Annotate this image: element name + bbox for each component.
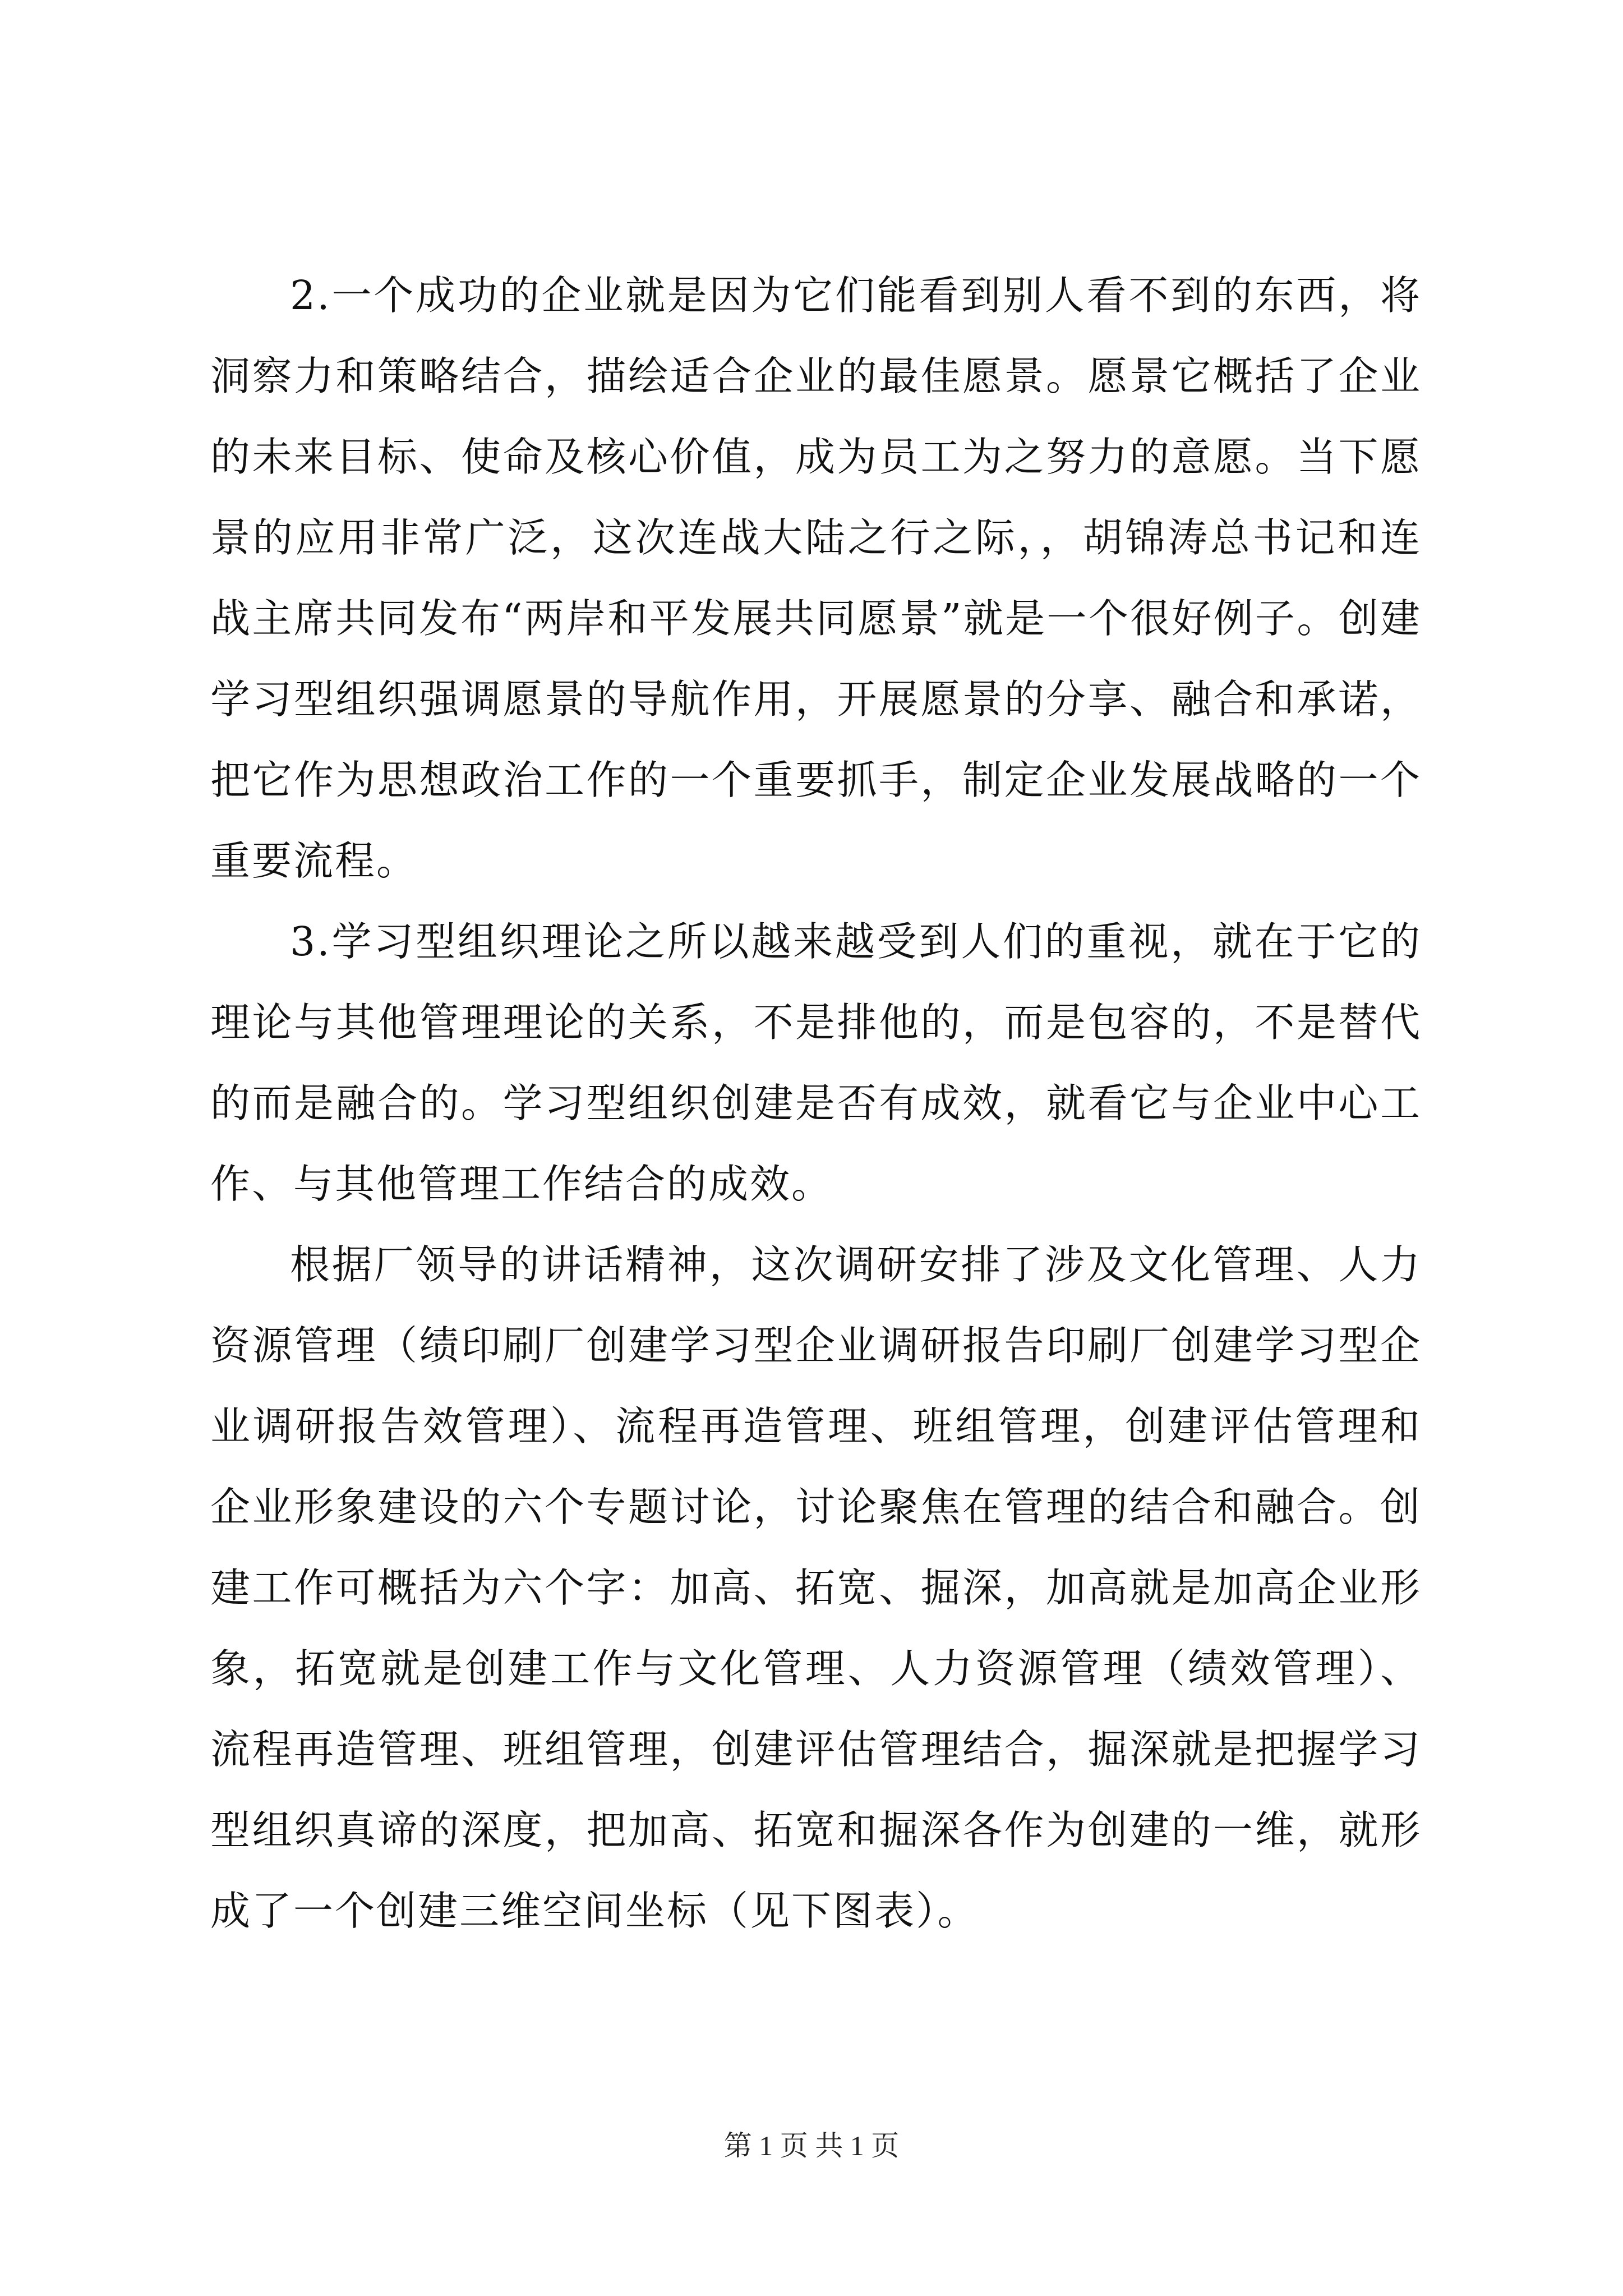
paragraph-vision: 2.一个成功的企业就是因为它们能看到别人看不到的东西，将洞察力和策略结合，描绘适合企业的最佳愿景。愿景它概括了企业的未来目标、使命及核心价值，成为员工为之努力的意愿。当下愿景的应用非常广泛，这次连战大陆之行之际，，胡锦涛总书记和连战主席共同发布“两岸和平发展共同愿景”就是一个很好例子。创建学习型组织强调愿景的导航作用，开展愿景的分享、融合和承诺，把它作为思想政治工作的一个重要抓手，制定企业发展战略的一个重要流程。 [210,272,1422,884]
paragraph-learning-organization-theory: 3.学习型组织理论之所以越来越受到人们的重视，就在于它的理论与其他管理理论的关系，不是排他的，而是包容的，不是替代的而是融合的。学习型组织创建是否有成效，就看它与企业中心工作、与其他管理工作结合的成效。 [210,918,1422,1207]
page-footer: 第 1 页 共 1 页 [723,2130,900,2161]
document-body [210,255,1422,1952]
paragraph-research-arrangement: 根据厂领导的讲话精神，这次调研安排了涉及文化管理、人力资源管理（绩印刷厂创建学习型企业调研报告印刷厂创建学习型企业调研报告效管理）、流程再造管理、班组管理，创建评估管理和企业形象建设的六个专题讨论，讨论聚焦在管理的结合和融合。创建工作可概括为六个字：加高、拓宽、掘深，加高就是加高企业形象，拓宽就是创建工作与文化管理、人力资源管理（绩效管理）、流程再造管理、班组管理，创建评估管理结合，掘深就是把握学习型组织真谛的深度，把加高、拓宽和掘深各作为创建的一维，就形成了一个创建三维空间坐标（见下图表）。 [210,1241,1422,1934]
